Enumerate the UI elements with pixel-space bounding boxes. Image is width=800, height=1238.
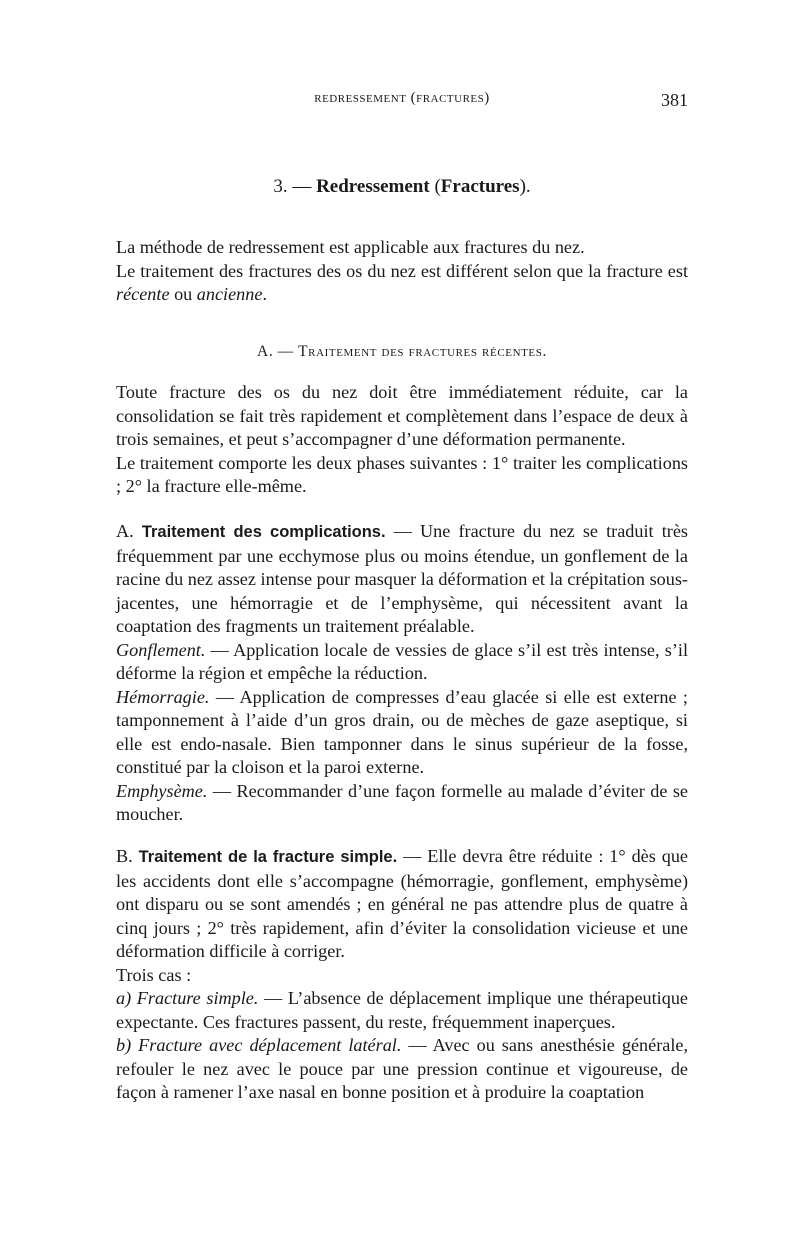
recent-block (116, 381, 688, 499)
section-title-paren: Fractures (440, 176, 520, 197)
gonflement-label: Gonflement. (116, 639, 206, 660)
simple-label: B. (116, 846, 133, 866)
running-title: redressement (fractures) (314, 90, 490, 106)
case-b-label: Fracture avec déplacement latéral. (131, 1035, 402, 1055)
case-b-paragraph (116, 1034, 688, 1105)
complications-label: A. (116, 521, 134, 541)
section-title-main: Redressement (316, 176, 430, 197)
title-paren-open: ( (429, 176, 441, 197)
case-a-text: — L’absence de déplacement implique une thérapeutique expectante. Ces fractures passent, du reste, fréquemment inaperçues. (116, 988, 688, 1032)
simple-text: — Elle devra être réduite : 1° dès que les accidents dont elle s’accompagne (hémorragie, gonflement, emphysème) ont disparu ou se sont amendés ; en général ne pas attendre plus de quatre à cinq jours ; 2° très rapidement, afin d’éviter la consolidation vicieuse et une déformation difficile à corriger. (116, 846, 688, 961)
gonflement-paragraph (116, 639, 688, 686)
recent-paragraph-1: Toute fracture des os du nez doit être immédiatement réduite, car la consolidation se fait très rapidement et complètement dans l’espace de deux à trois semaines, et peut s’accompagner d’une déformation permanente. (116, 382, 688, 449)
intro-p2-text-b: ou (169, 284, 197, 304)
gonflement-text: — Application locale de vessies de glace s’il est très intense, s’il déforme la région et empêche la réduction. (116, 639, 688, 683)
simple-title: Traitement de la fracture simple. (138, 848, 398, 866)
intro-paragraph-2 (116, 260, 688, 307)
running-header (116, 90, 688, 114)
emphyseme-paragraph (116, 780, 688, 827)
complications-paragraph (116, 520, 688, 639)
section-title (116, 176, 688, 198)
trois-cas: Trois cas : (116, 964, 192, 985)
case-b-letter: b) (116, 1035, 132, 1055)
section-number: 3. — (273, 176, 312, 197)
emphyseme-label: Emphysème. (116, 780, 208, 801)
simple-paragraph (116, 845, 688, 964)
case-a-label: Fracture simple. (131, 988, 259, 1008)
case-a-letter: a) (116, 988, 132, 1008)
title-paren-close: ). (519, 176, 531, 197)
case-b-text: — Avec ou sans anesthésie générale, refouler le nez avec le pouce par une pression continue et vigoureuse, de façon à ramener l’axe nasal en bonne position et à produire la coaptation (116, 1035, 688, 1102)
intro-p2-text-a: Le traitement des fractures des os du nez est différent selon que la fracture est (116, 260, 688, 281)
intro-p2-text-c: . (262, 284, 267, 304)
hemorragie-text: — Application de compresses d’eau glacée si elle est externe ; tamponnement à l’aide d’un gros drain, ou de mèches de gaze aseptique, si elle est endo-nasale. Bien tamponner dans le sinus supérieur de la fosse, constitué par la cloison et la paroi externe. (116, 686, 688, 777)
intro-block (116, 236, 688, 307)
case-a-paragraph (116, 987, 688, 1034)
intro-p2-em-ancienne: ancienne (196, 284, 263, 304)
hemorragie-paragraph (116, 686, 688, 780)
hemorragie-label: Hémorragie. (116, 686, 210, 707)
simple-fracture-block (116, 845, 688, 1105)
page-number: 381 (661, 90, 688, 110)
intro-paragraph-1: La méthode de redressement est applicable aux fractures du nez. (116, 237, 585, 257)
complications-block (116, 520, 688, 827)
intro-p2-em-recente: récente (116, 284, 170, 304)
complications-text: — Une fracture du nez se traduit très fréquemment par une ecchymose plus ou moins étendue, un gonflement de la racine du nez assez intense pour masquer la déformation et la crépitation sous-jacentes, une hémorragie et de l’emphysème, qui nécessitent avant la coaptation des fragments un traitement préalable. (116, 521, 688, 636)
subsection-heading: A. — Traitement des fractures récentes. (257, 343, 547, 360)
emphyseme-text: — Recommander d’une façon formelle au malade d’éviter de se moucher. (116, 780, 688, 824)
recent-paragraph-2: Le traitement comporte les deux phases suivantes : 1° traiter les complications ; 2° la fracture elle-même. (116, 452, 688, 496)
complications-title: Traitement des complications. (141, 523, 386, 541)
